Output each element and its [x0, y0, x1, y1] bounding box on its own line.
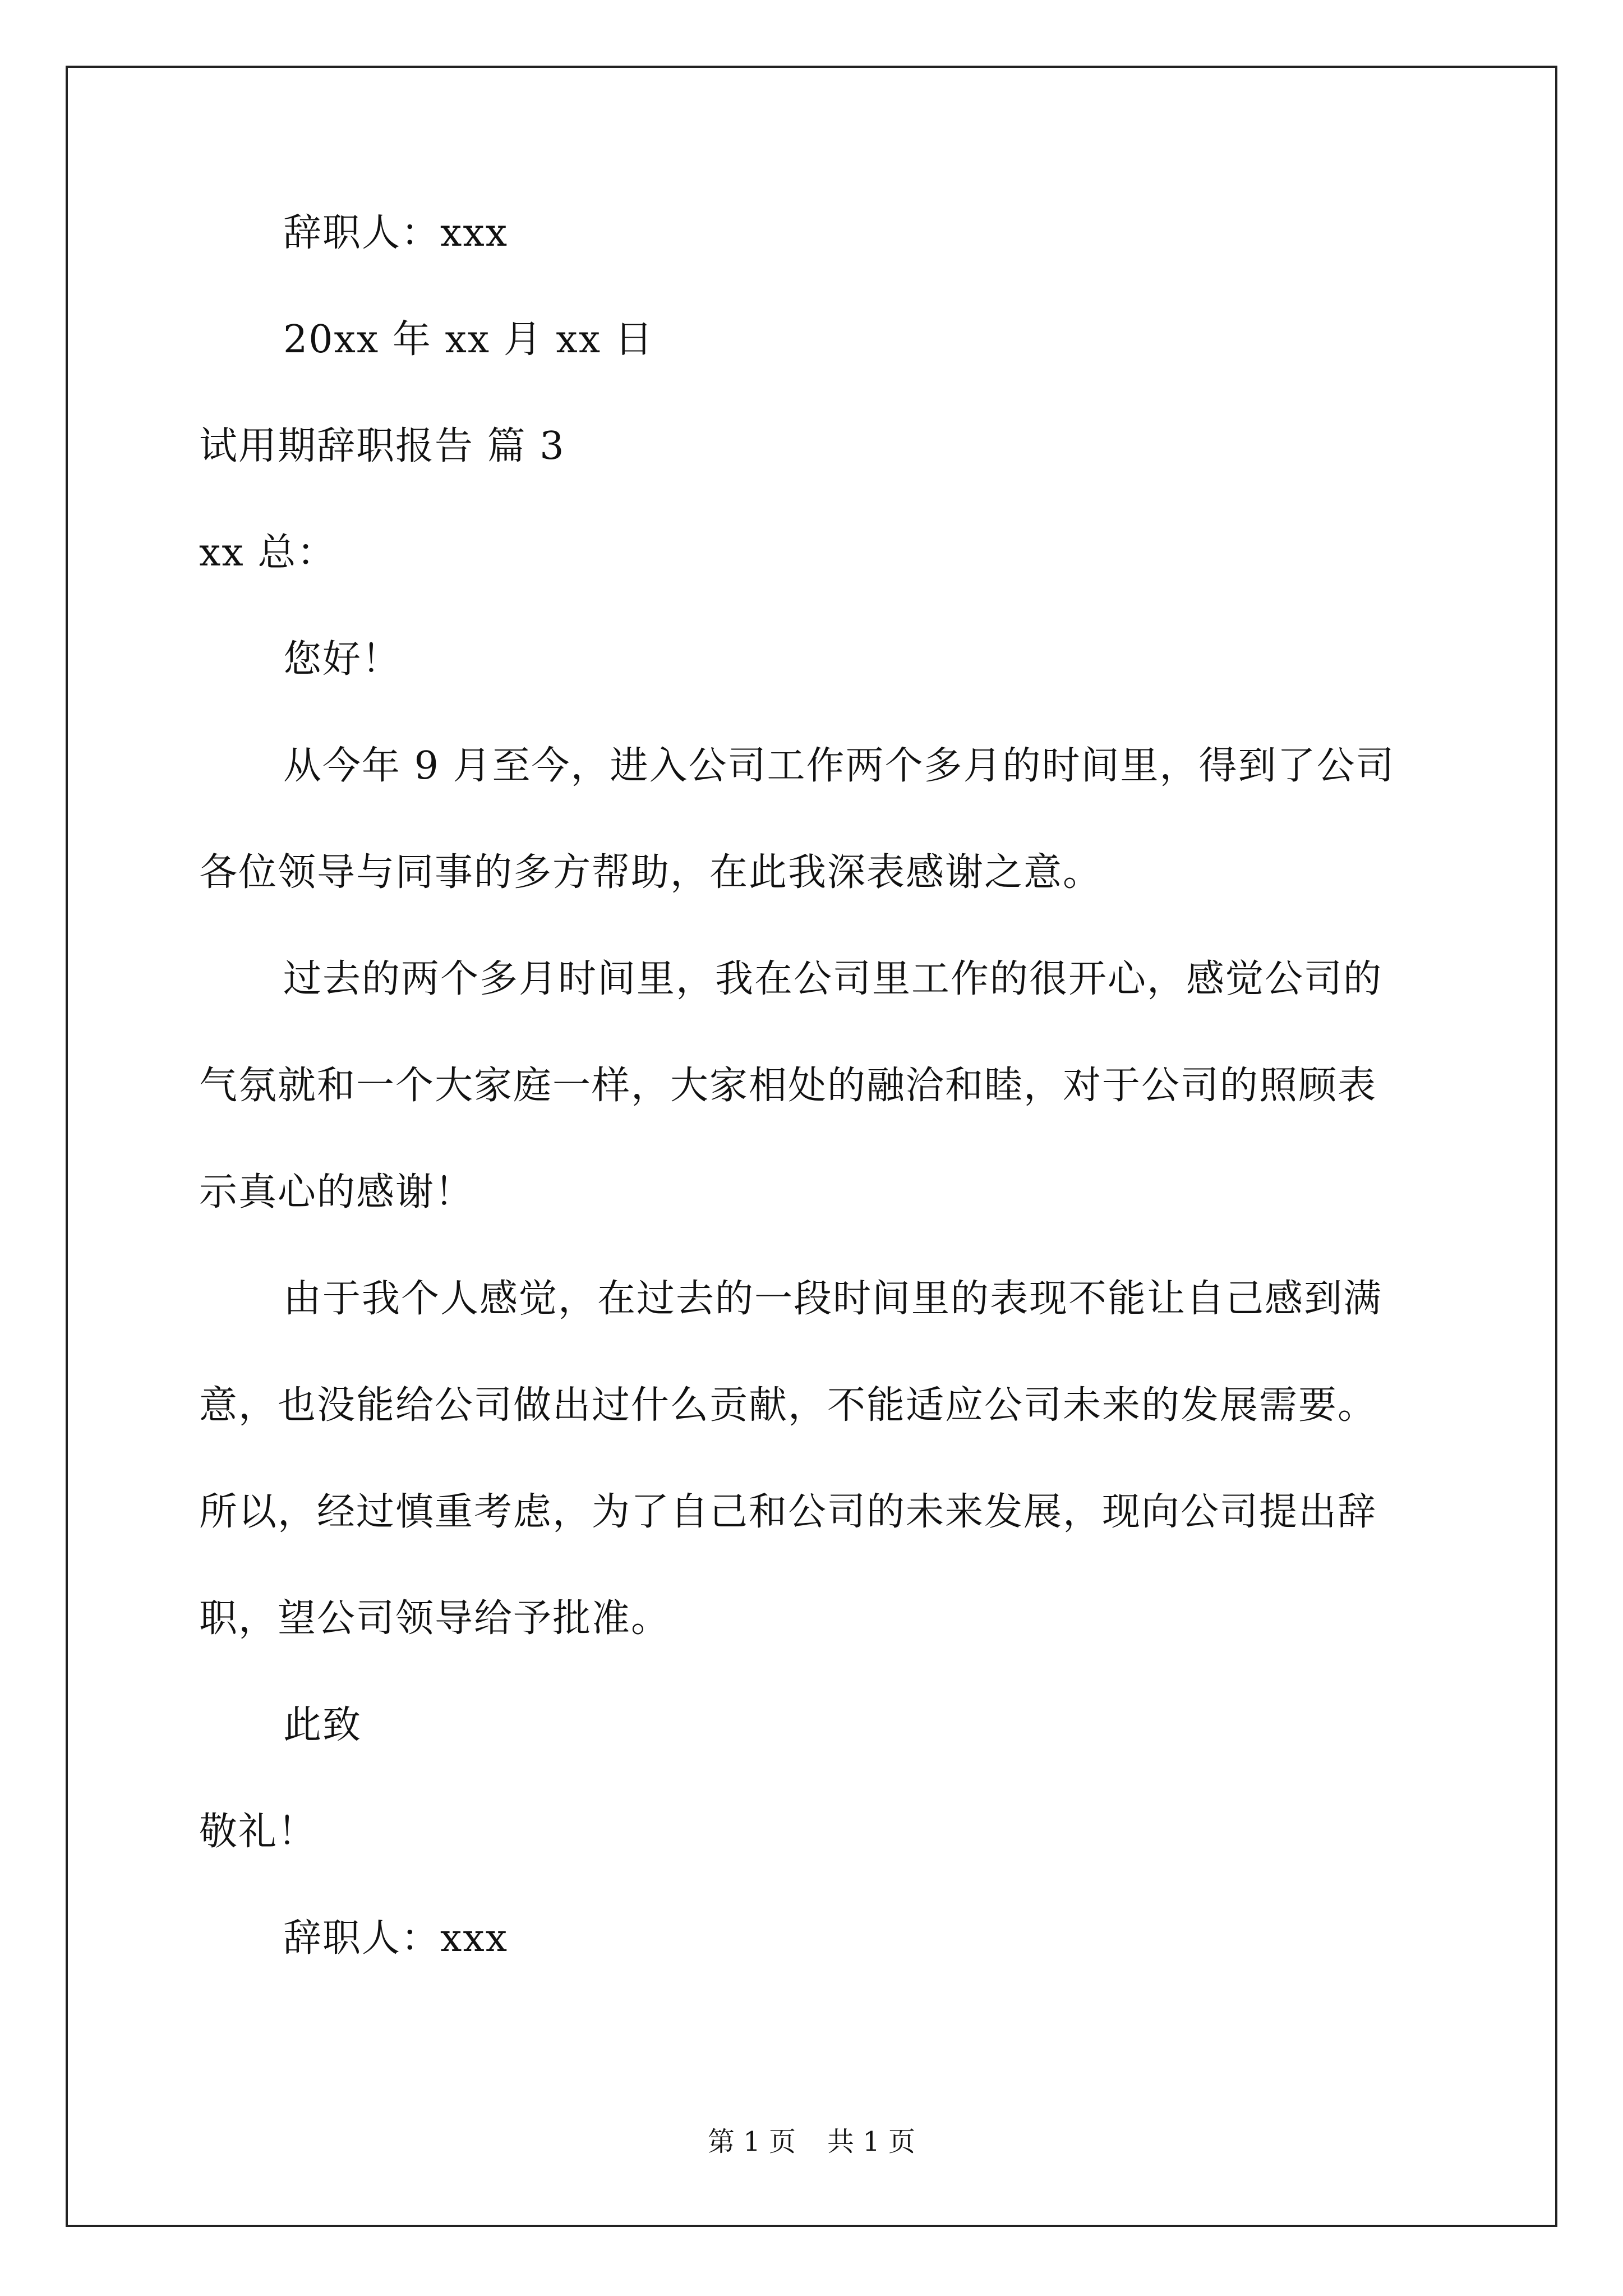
paragraph-2-line-3: 示真心的感谢！: [199, 1170, 474, 1214]
paragraph-3-line-2: 意，也没能给公司做出过什么贡献，不能适应公司未来的发展需要。: [199, 1383, 1377, 1428]
page-footer: [0, 2126, 1623, 2157]
paragraph-3-line-4: 职，望公司领导给予批准。: [199, 1596, 671, 1641]
resigner-line-bottom: 辞职人：xxx: [283, 1916, 509, 1961]
paragraph-1-line-1: 从今年 9 月至今，进入公司工作两个多月的时间里，得到了公司: [283, 744, 1395, 788]
resigner-line: 辞职人：xxx: [283, 211, 509, 255]
document-body: [199, 213, 1433, 1959]
date-line: 20xx 年 xx 月 xx 日: [283, 318, 654, 362]
section-title: 试用期辞职报告 篇 3: [199, 424, 565, 468]
regards: 敬礼！: [199, 1810, 317, 1854]
paragraph-3-line-1: 由于我个人感觉，在过去的一段时间里的表现不能让自己感到满: [283, 1277, 1383, 1321]
salutation: xx 总：: [199, 531, 336, 575]
closing: 此致: [283, 1703, 362, 1747]
paragraph-1-line-2: 各位领导与同事的多方帮助，在此我深表感谢之意。: [199, 850, 1103, 895]
page-total: 共 1 页: [827, 2126, 916, 2157]
page-number: 第 1 页: [707, 2126, 796, 2157]
greeting: 您好！: [283, 637, 402, 682]
paragraph-3-line-3: 所以，经过慎重考虑，为了自己和公司的未来发展，现向公司提出辞: [199, 1490, 1377, 1534]
paragraph-2-line-2: 气氛就和一个大家庭一样，大家相处的融洽和睦，对于公司的照顾表: [199, 1064, 1377, 1108]
paragraph-2-line-1: 过去的两个多月时间里，我在公司里工作的很开心，感觉公司的: [283, 957, 1383, 1001]
